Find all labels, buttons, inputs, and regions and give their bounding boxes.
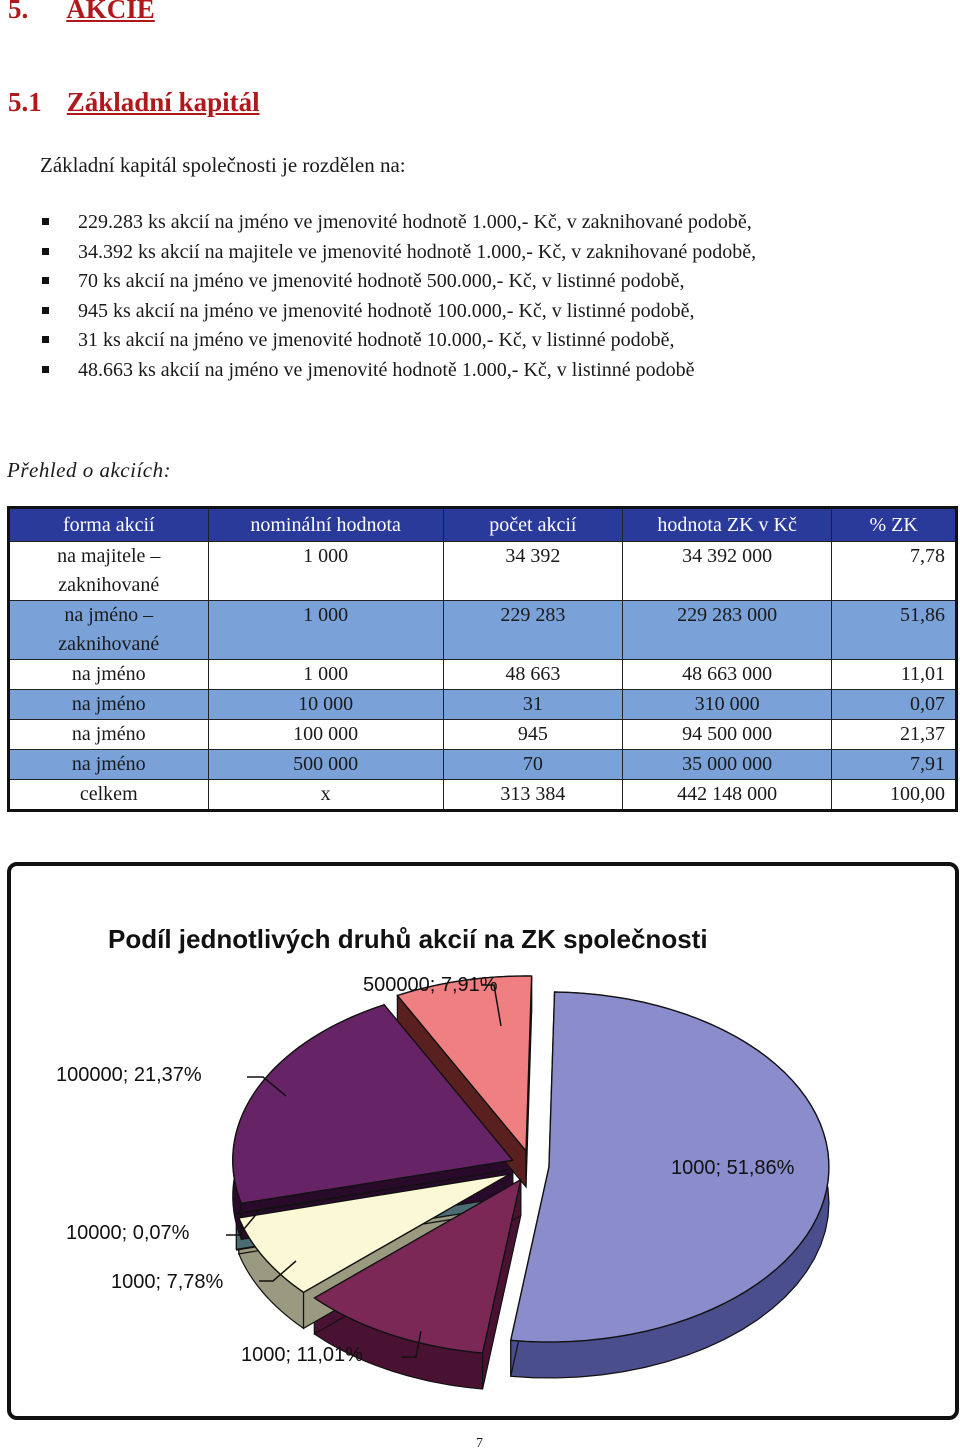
subsection-heading: [8, 87, 260, 118]
list-item-text: 70 ks akcií na jméno ve jmenovité hodnotě 500.000,- Kč, v listinné podobě,: [78, 270, 685, 293]
slice-label: 100000; 21,37%: [56, 1064, 202, 1086]
table-cell: 229 283 000: [623, 601, 832, 660]
table-cell: 100 000: [208, 720, 443, 750]
table-cell: 1 000: [208, 601, 443, 660]
slice-label: 1000; 7,78%: [111, 1271, 224, 1293]
table-cell: 1 000: [208, 542, 443, 601]
list-item-text: 945 ks akcií na jméno ve jmenovité hodnotě 100.000,- Kč, v listinné podobě,: [78, 299, 695, 322]
table-row: [9, 542, 957, 601]
table-cell: 94 500 000: [623, 720, 832, 750]
table-cell: 11,01: [832, 660, 957, 690]
table-row: [9, 750, 957, 780]
table-row: [9, 601, 957, 660]
table-cell: 70: [443, 750, 622, 780]
bullet-icon: [42, 336, 49, 343]
list-item: [40, 297, 756, 327]
list-item-text: 229.283 ks akcií na jméno ve jmenovité hodnotě 1.000,- Kč, v zaknihované podobě,: [78, 211, 752, 233]
pie-chart-panel: [7, 862, 959, 1420]
bullet-icon: [42, 248, 49, 255]
table-cell: 51,86: [832, 601, 957, 660]
table-cell: celkem: [9, 780, 209, 811]
list-item-text: 48.663 ks akcií na jméno ve jmenovité hodnotě 1.000,- Kč, v listinné podobě: [78, 358, 695, 381]
list-item-text: 34.392 ks akcií na majitele ve jmenovité hodnotě 1.000,- Kč, v zaknihované podobě,: [78, 240, 757, 263]
column-header: forma akcií: [9, 508, 209, 542]
intro-text: Základní kapitál společnosti je rozdělen na:: [40, 153, 406, 177]
table-cell: 229 283: [443, 601, 622, 660]
bullet-icon: [42, 307, 49, 314]
table-cell: 500 000: [208, 750, 443, 780]
share-list: [40, 208, 756, 386]
table-cell: 34 392: [443, 542, 622, 601]
overview-title: Přehled o akciích:: [7, 458, 172, 482]
table-cell: 7,78: [832, 542, 957, 601]
column-header: hodnota ZK v Kč: [623, 508, 832, 542]
list-item-text: 31 ks akcií na jméno ve jmenovité hodnotě 10.000,- Kč, v listinné podobě,: [78, 329, 675, 352]
table-cell: na jméno: [9, 750, 209, 780]
subsection-number: 5.1: [8, 87, 42, 117]
slice-label: 1000; 11,01%: [241, 1344, 363, 1366]
bullet-icon: [42, 277, 49, 284]
list-item: [40, 326, 756, 356]
table-cell: 313 384: [443, 780, 622, 811]
column-header: % ZK: [832, 508, 957, 542]
bullet-icon: [42, 218, 49, 225]
table-cell: 10 000: [208, 690, 443, 720]
table-cell: 35 000 000: [623, 750, 832, 780]
section-title: AKCIE: [66, 0, 155, 24]
table-cell: 34 392 000: [623, 542, 832, 601]
table-cell: 48 663 000: [623, 660, 832, 690]
slice-label: 1000; 51,86%: [671, 1157, 795, 1179]
pie-chart: [11, 866, 955, 1416]
table-cell: 31: [443, 690, 622, 720]
slice-label: 10000; 0,07%: [66, 1222, 190, 1244]
table-cell: 1 000: [208, 660, 443, 690]
table-cell: 310 000: [623, 690, 832, 720]
table-total-row: [9, 780, 957, 811]
table-cell: 7,91: [832, 750, 957, 780]
table-cell: x: [208, 780, 443, 811]
table-row: [9, 690, 957, 720]
table-cell: 945: [443, 720, 622, 750]
table-cell: na jméno: [9, 690, 209, 720]
table-row: [9, 720, 957, 750]
list-item: [40, 208, 756, 238]
table-cell: 0,07: [832, 690, 957, 720]
page-number: 7: [476, 1436, 483, 1451]
table-cell: na jméno: [9, 660, 209, 690]
list-item: [40, 267, 756, 297]
table-cell: 21,37: [832, 720, 957, 750]
table-row: [9, 660, 957, 690]
column-header: nominální hodnota: [208, 508, 443, 542]
column-header: počet akcií: [443, 508, 622, 542]
table-cell: na majitele – zaknihované: [9, 542, 209, 601]
table-cell: 442 148 000: [623, 780, 832, 811]
shares-table: [7, 506, 958, 812]
chart-title: Podíl jednotlivých druhů akcií na ZK společnosti: [108, 924, 708, 954]
slice-label: 500000; 7,91%: [363, 974, 498, 996]
table-cell: 48 663: [443, 660, 622, 690]
list-item: [40, 356, 756, 386]
section-number: 5.: [8, 0, 29, 24]
table-header-row: [9, 508, 957, 542]
table-cell: na jméno – zaknihované: [9, 601, 209, 660]
subsection-title: Základní kapitál: [66, 87, 260, 117]
table-cell: na jméno: [9, 720, 209, 750]
table-cell: 100,00: [832, 780, 957, 811]
bullet-icon: [42, 366, 49, 373]
section-heading: [8, 0, 155, 25]
list-item: [40, 238, 756, 268]
